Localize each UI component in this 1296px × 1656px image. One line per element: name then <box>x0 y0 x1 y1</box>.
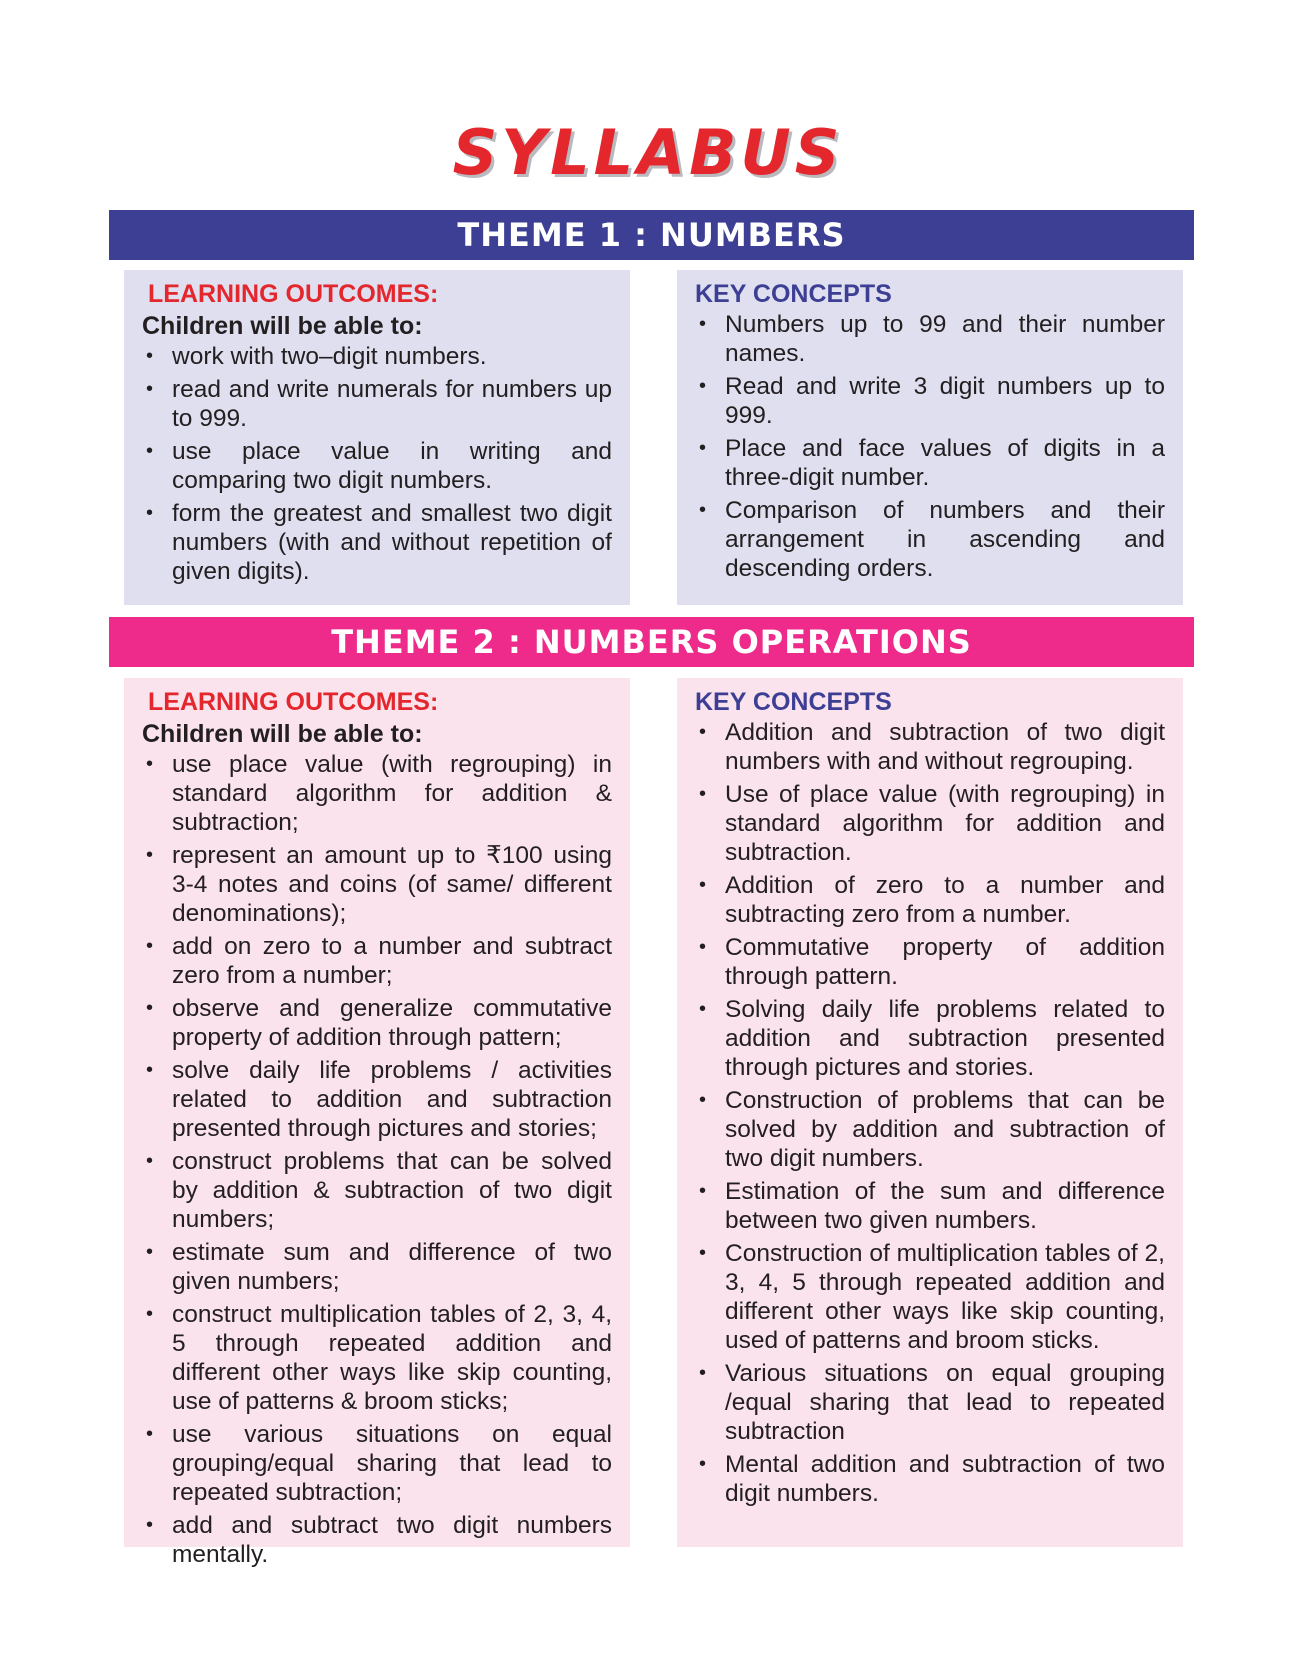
theme2-learning-outcomes-heading: LEARNING OUTCOMES: <box>148 688 439 716</box>
list-item: • add on zero to a number and subtract zero from a number; <box>142 932 612 990</box>
list-item: • solve daily life problems / activities related to addition and subtraction presented through pictures and stories; <box>142 1056 612 1143</box>
list-item: • Use of place value (with regrouping) in standard algorithm for addition and subtraction. <box>695 780 1165 867</box>
theme1-learning-list <box>142 342 612 586</box>
list-item: • represent an amount up to ₹100 using 3-4 notes and coins (of same/ different denominations); <box>142 841 612 928</box>
list-item: • observe and generalize commutative property of addition through pattern; <box>142 994 612 1052</box>
list-item: • Mental addition and subtraction of two digit numbers. <box>695 1450 1165 1508</box>
list-item: • Read and write 3 digit numbers up to 999. <box>695 372 1165 430</box>
list-item: • Addition of zero to a number and subtracting zero from a number. <box>695 871 1165 929</box>
theme1-banner: THEME 1 : NUMBERS <box>109 210 1194 260</box>
list-item: • Estimation of the sum and difference between two given numbers. <box>695 1177 1165 1235</box>
theme2-key-concepts-heading: KEY CONCEPTS <box>695 688 892 716</box>
list-item: • Addition and subtraction of two digit numbers with and without regrouping. <box>695 718 1165 776</box>
theme2-learning-outcomes-panel <box>124 678 630 1568</box>
list-item: • work with two–digit numbers. <box>142 342 612 371</box>
list-item: • estimate sum and difference of two given numbers; <box>142 1238 612 1296</box>
list-item: • Solving daily life problems related to addition and subtraction presented through pictures and stories. <box>695 995 1165 1082</box>
list-item: • Construction of problems that can be solved by addition and subtraction of two digit numbers. <box>695 1086 1165 1173</box>
list-item: • add and subtract two digit numbers mentally. <box>142 1511 612 1569</box>
list-item: • Comparison of numbers and their arrangement in ascending and descending orders. <box>695 496 1165 583</box>
page-title: SYLLABUS <box>452 116 844 189</box>
list-item: • Commutative property of addition through pattern. <box>695 933 1165 991</box>
list-item: • use place value (with regrouping) in standard algorithm for addition & subtraction; <box>142 750 612 837</box>
list-item: • use place value in writing and comparing two digit numbers. <box>142 437 612 495</box>
theme2-key-concepts-panel <box>677 678 1183 1547</box>
list-item: • form the greatest and smallest two digit numbers (with and without repetition of given digits). <box>142 499 612 586</box>
list-item: • Construction of multiplication tables of 2, 3, 4, 5 through repeated addition and different other ways like skip counting, used of patterns and broom sticks. <box>695 1239 1165 1355</box>
list-item: • read and write numerals for numbers up to 999. <box>142 375 612 433</box>
list-item: • Various situations on equal grouping /equal sharing that lead to repeated subtraction <box>695 1359 1165 1446</box>
list-item: • Numbers up to 99 and their number names. <box>695 310 1165 368</box>
theme2-banner: THEME 2 : NUMBERS OPERATIONS <box>109 617 1194 667</box>
theme1-learning-outcomes-heading: LEARNING OUTCOMES: <box>148 280 439 308</box>
theme1-learning-intro: Children will be able to: <box>142 312 423 340</box>
list-item: • construct multiplication tables of 2, 3, 4, 5 through repeated addition and different other ways like skip counting, use of patterns & broom sticks; <box>142 1300 612 1416</box>
list-item: • construct problems that can be solved by addition & subtraction of two digit numbers; <box>142 1147 612 1234</box>
theme2-learning-intro: Children will be able to: <box>142 720 423 748</box>
theme1-concepts-list <box>695 310 1165 583</box>
theme2-learning-list <box>142 750 612 1569</box>
theme1-key-concepts-panel <box>677 270 1183 605</box>
theme1-learning-outcomes-panel <box>124 270 630 605</box>
list-item: • use various situations on equal grouping/equal sharing that lead to repeated subtraction; <box>142 1420 612 1507</box>
theme1-key-concepts-heading: KEY CONCEPTS <box>695 280 892 308</box>
list-item: • Place and face values of digits in a three-digit number. <box>695 434 1165 492</box>
theme2-concepts-list <box>695 718 1165 1508</box>
